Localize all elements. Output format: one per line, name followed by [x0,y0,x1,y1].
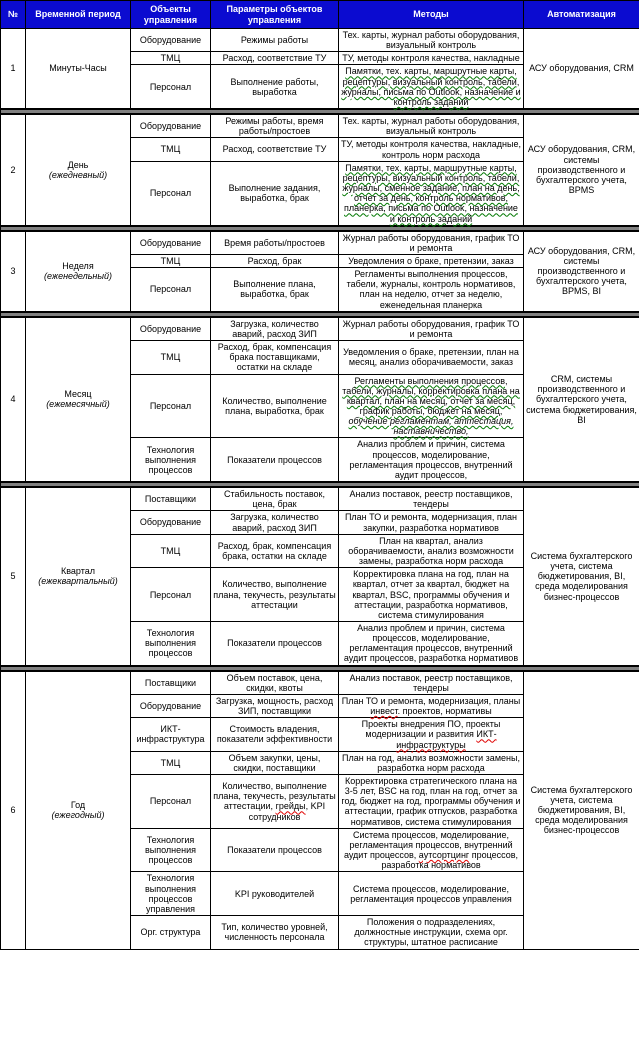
params-cell [211,138,339,161]
object-cell [131,621,211,665]
methods-cell-text: Регламенты выполнения процессов, табели, журналы, контроль нормативов, план на неделю, отчет за неделю, еженедельная планерка [346,269,516,310]
params-cell-text: Расход, брак, компенсация брака поставщиками, остатки на складе [217,342,332,373]
methods-cell-text: Анализ поставок, реестр поставщиков, тендеры [349,672,513,693]
params-cell-text: Объем поставок, цена, скидки, квоты [226,672,323,693]
period-cell-text: Минуты-Часы [49,63,107,74]
params-cell-text: Стабильность поставок, цена, брак [224,489,325,510]
object-cell [131,231,211,255]
methods-cell [339,872,524,916]
methods-cell [339,231,524,255]
params-cell-text: Показатели процессов [227,454,322,465]
methods-cell-text: Уведомления о браке, претензии, план на месяц, анализ оборачиваемости, заказ [343,347,519,368]
params-cell [211,29,339,52]
params-cell [211,438,339,482]
methods-cell [339,828,524,872]
methods-cell [339,52,524,65]
methods-cell-text: Памятки, тех. карты, маршрутные карты, рецептуры, визуальный контроль, табели, журналы, сменное задание, план на день, отчет за день, контроль нормативов, планерка, письма по Outlook, назначение и контроль заданий [342,162,520,224]
automation-cell [524,487,639,666]
methods-cell [339,568,524,622]
methods-cell [339,29,524,52]
row-number-cell [1,114,26,226]
row-number-cell [1,671,26,949]
object-cell [131,317,211,341]
table-row [1,317,639,341]
methods-cell-text: Уведомления о браке, претензии, заказ [348,255,514,266]
automation-cell [524,317,639,482]
object-cell-text: Поставщики [144,494,197,505]
methods-cell [339,438,524,482]
object-cell-text: Персонал [149,284,192,295]
methods-cell-text: аутсортцинг [418,850,470,861]
params-cell-text: Загрузка, мощность, расход ЗИП, поставщики [215,695,334,717]
period-cell [26,671,131,949]
automation-cell-text: Система бухгалтерского учета, система бюджетирования, BI, среда моделирования бизнес-процессов [530,550,633,602]
params-cell [211,671,339,695]
params-cell-text: Выполнение задания, выработка, брак [228,183,321,204]
object-cell [131,114,211,138]
methods-cell-text: Анализ проблем и причин, система процессов, моделирование, регламентация процессов, внутренний аудит процессов, разработка нормативов [343,622,519,664]
methods-cell [339,138,524,161]
object-cell-text: Оборудование [139,517,202,528]
row-number-cell [1,231,26,312]
object-cell [131,487,211,511]
methods-cell-text: Система процессов, моделирование, регламентация процессов управления [350,883,512,904]
row-number-cell [1,317,26,482]
header-time-period: Временной период [26,1,131,29]
params-cell [211,341,339,374]
methods-cell-text: Положения о подразделениях, должностные инструкции, схема орг. структуры, штатное расписание [354,917,508,948]
period-cell [26,29,131,110]
object-cell-text: Технология выполнения процессов управления [144,873,197,914]
params-cell [211,694,339,717]
methods-cell-text: Проекты внедрения ПО, проекты модернизации и развития [361,719,501,740]
object-cell-text: Персонал [149,188,192,199]
methods-cell-text: инвест [370,706,398,717]
methods-cell-text: Корректировка стратегического плана на 3-5 лет, BSC на год, план на год, отчет за год, бюджет на год, программы обучения и аттестации, график отпусков, разработка нормативов, система стимулирования [341,776,521,827]
methods-cell [339,254,524,267]
methods-cell [339,114,524,138]
row-number-cell-text: 2 [10,164,16,175]
object-cell-text: Оборудование [139,323,202,334]
object-cell-text: Персонал [149,81,192,92]
object-cell [131,511,211,534]
row-number-cell [1,29,26,110]
automation-cell [524,671,639,949]
object-cell-text: Персонал [149,589,192,600]
automation-cell-text: Система бухгалтерского учета, система бюджетирования, BI, среда моделирования бизнес-процессов [530,784,633,836]
object-cell-text: ТМЦ [160,757,181,768]
object-cell-text: ТМЦ [160,352,181,363]
automation-cell [524,29,639,110]
automation-cell-text: CRM, системы производственного и бухгалтерского учета, система бюджетирования, BI [526,374,637,425]
methods-cell-text: Памятки, тех. карты, маршрутные карты, рецептуры, визуальный контроль, табели, журналы, письма по Outlook, назначение и контроль заданий [341,66,521,107]
period-cell [26,487,131,666]
period-cell [26,317,131,482]
table-row [1,487,639,511]
params-cell [211,751,339,774]
object-cell [131,534,211,567]
table-row [1,231,639,255]
params-cell-text: Количество, выполнение плана, текучесть, результаты аттестации [213,579,336,610]
header-row [1,1,639,29]
object-cell-text: ТМЦ [160,255,181,266]
params-cell-text: Время работы/простоев [224,237,325,248]
methods-cell [339,694,524,717]
object-cell-text: ТМЦ [160,144,181,155]
object-cell-text: Оборудование [139,237,202,248]
methods-cell [339,671,524,695]
header-methods: Методы [339,1,524,29]
methods-cell [339,317,524,341]
object-cell-text: Технология выполнения процессов [144,628,197,659]
period-subtitle: (еженедельный) [43,271,113,282]
object-cell-text: ТМЦ [160,53,181,64]
methods-cell [339,916,524,949]
methods-cell [339,621,524,665]
methods-cell-text: Журнал работы оборудования, график ТО и ремонта [342,318,520,339]
methods-cell-text: Журнал работы оборудования, график ТО и ремонта [342,232,520,253]
object-cell-text: Оборудование [139,35,202,46]
params-cell [211,511,339,534]
params-cell-text: Тип, количество уровней, численность персонала [221,922,328,943]
params-cell-text: Количество, выполнение плана, текучесть, результаты аттестации, [213,781,336,812]
table-row [1,114,639,138]
params-cell [211,317,339,341]
automation-cell [524,231,639,312]
params-cell-text: , KPI сотрудников [248,801,326,822]
period-cell-text: Неделя [62,261,94,272]
period-cell-text: Месяц [64,389,92,400]
methods-cell-text: Анализ проблем и причин, система процессов, моделирование, регламентация процессов, внутренний аудит процессов, [349,439,513,480]
header-object-parameters: Параметры объектов управления [211,1,339,29]
params-cell [211,231,339,255]
params-cell [211,268,339,312]
methods-cell-text: План ТО и ремонта, модернизация, планы [341,695,521,706]
methods-cell-text: План ТО и ремонта, модернизация, план закупки, разработка нормативов [344,512,518,533]
methods-cell [339,161,524,225]
params-cell-text: Загрузка, количество аварий, расход ЗИП [230,512,319,533]
methods-cell [339,775,524,829]
period-cell [26,231,131,312]
methods-cell [339,374,524,438]
object-cell [131,751,211,774]
methods-cell-text: . проектов, нормативы [397,706,492,717]
row-number-cell [1,487,26,666]
methods-cell-text: Регламенты выполнения процессов, табели, журналы, корректировка плана на квартал, план на месяц, отчет за месяц, график работы, бюджет на месяц, [342,375,520,416]
row-number-cell-text: 3 [10,266,16,277]
automation-cell-text: АСУ оборудования, CRM [529,63,634,74]
params-cell-text: Расход, соответствие ТУ [222,144,327,155]
object-cell [131,52,211,65]
params-cell-text: Режимы работы [240,35,309,46]
object-cell-text: Оборудование [139,700,202,711]
methods-cell-text: План на квартал, анализ оборачиваемости, анализ возможности замены, разработка норм расхода [348,535,514,567]
period-cell-text: День [67,159,89,170]
object-cell [131,872,211,916]
methods-cell [339,65,524,109]
object-cell [131,268,211,312]
params-cell-text: Режимы работы, время работы/простоев [225,116,324,137]
params-cell-text: Расход, соответствие ТУ [222,53,327,64]
params-cell [211,487,339,511]
object-cell [131,65,211,109]
methods-cell [339,341,524,374]
params-cell-text: KPI руководителей [234,888,315,899]
object-cell [131,161,211,225]
methods-cell-text: Анализ поставок, реестр поставщиков, тендеры [349,489,513,510]
object-cell [131,138,211,161]
methods-cell-text: Корректировка плана на год, план на квартал, отчет за квартал, бюджет на квартал, BSC, программы обучения и аттестации, разработка нормативов, система стимулирования [352,569,510,620]
object-cell [131,694,211,717]
object-cell [131,916,211,949]
params-cell [211,828,339,872]
methods-cell-text: Тех. карты, журнал работы оборудования, визуальный контроль [342,30,520,51]
row-number-cell-text: 6 [10,804,16,815]
table-row [1,29,639,52]
object-cell-text: Персонал [149,400,192,411]
object-cell [131,775,211,829]
header-automation: Автоматизация [524,1,639,29]
params-cell [211,161,339,225]
methods-cell [339,718,524,751]
params-cell [211,114,339,138]
automation-cell [524,114,639,226]
methods-cell [339,487,524,511]
row-number-cell-text: 1 [10,63,16,74]
object-cell [131,828,211,872]
period-subtitle: (ежемесячный) [46,399,110,410]
header-management-objects: Объекты управления [131,1,211,29]
period-subtitle: (ежегодный) [51,810,105,821]
methods-cell-text: План на год, анализ возможности замены, разработка норм расхода [342,752,520,773]
object-cell [131,254,211,267]
period-cell [26,114,131,226]
params-cell [211,65,339,109]
object-cell-text: Поставщики [144,677,197,688]
object-cell [131,374,211,438]
object-cell [131,568,211,622]
object-cell-text: ТМЦ [160,545,181,556]
params-cell-text: Выполнение плана, выработка, брак [233,279,316,300]
methods-cell [339,268,524,312]
params-cell-text: Расход, брак, компенсация брака, остатки на складе [217,540,332,561]
methods-cell [339,751,524,774]
params-cell [211,916,339,949]
period-subtitle: (ежеквартальный) [38,576,118,587]
methods-cell-text: Тех. карты, журнал работы оборудования, визуальный контроль [342,116,520,137]
params-cell [211,254,339,267]
methods-cell-text: ИКТ-инфраструктуры [396,729,497,750]
object-cell-text: Технология выполнения процессов [144,444,197,475]
params-cell-text: Количество, выполнение плана, выработка, брак [222,395,327,416]
params-cell [211,568,339,622]
params-cell-text: грейды [275,801,306,812]
params-cell [211,872,339,916]
row-number-cell-text: 5 [10,571,16,582]
table-row [1,671,639,695]
methods-cell [339,534,524,567]
object-cell-text: Оборудование [139,121,202,132]
params-cell-text: Стоимость владения, показатели эффективности [216,724,333,745]
object-cell-text: Персонал [149,796,192,807]
params-cell [211,534,339,567]
object-cell-text: Орг. структура [140,927,201,938]
object-cell [131,341,211,374]
object-cell [131,29,211,52]
object-cell-text: Технология выполнения процессов [144,834,197,866]
automation-cell-text: АСУ оборудования, CRM, системы производственного и бухгалтерского учета, BPMS [527,144,636,196]
methods-cell-text: обучение регламентам, аттестация, наставничество, [348,416,514,437]
period-cell-text: Год [70,799,86,810]
methods-cell [339,511,524,534]
methods-cell-text: процессов, разработка нормативов [381,850,519,871]
params-cell-text: Загрузка, количество аварий, расход ЗИП [230,318,319,339]
header-number: № [1,1,26,29]
methods-cell-text: ТУ, методы контроля качества, накладные [342,53,520,64]
params-cell [211,52,339,65]
period-subtitle: (ежедневный) [48,169,108,180]
object-cell [131,718,211,751]
params-cell-text: Расход, брак [247,255,302,266]
period-cell-text: Квартал [60,566,95,577]
params-cell [211,775,339,829]
object-cell-text: ИКТ-инфраструктура [136,724,205,745]
params-cell [211,718,339,751]
object-cell [131,438,211,482]
params-cell [211,621,339,665]
params-cell-text: Показатели процессов [227,845,322,856]
params-cell-text: Показатели процессов [227,638,322,649]
object-cell [131,671,211,695]
params-cell-text: Выполнение работы, выработка [230,76,319,97]
methods-cell-text: Система процессов, моделирование, регламентация процессов, внутренний аудит процессов, [343,829,513,861]
methods-cell-text: ТУ, методы контроля качества, накладные, контроль норм расхода [341,139,521,160]
automation-cell-text: АСУ оборудования, CRM, системы производственного и бухгалтерского учета, BPMS, BI [527,245,636,297]
row-number-cell-text: 4 [10,394,16,405]
params-cell-text: Объем закупки, цены, скидки, поставщики [228,752,321,773]
params-cell [211,374,339,438]
